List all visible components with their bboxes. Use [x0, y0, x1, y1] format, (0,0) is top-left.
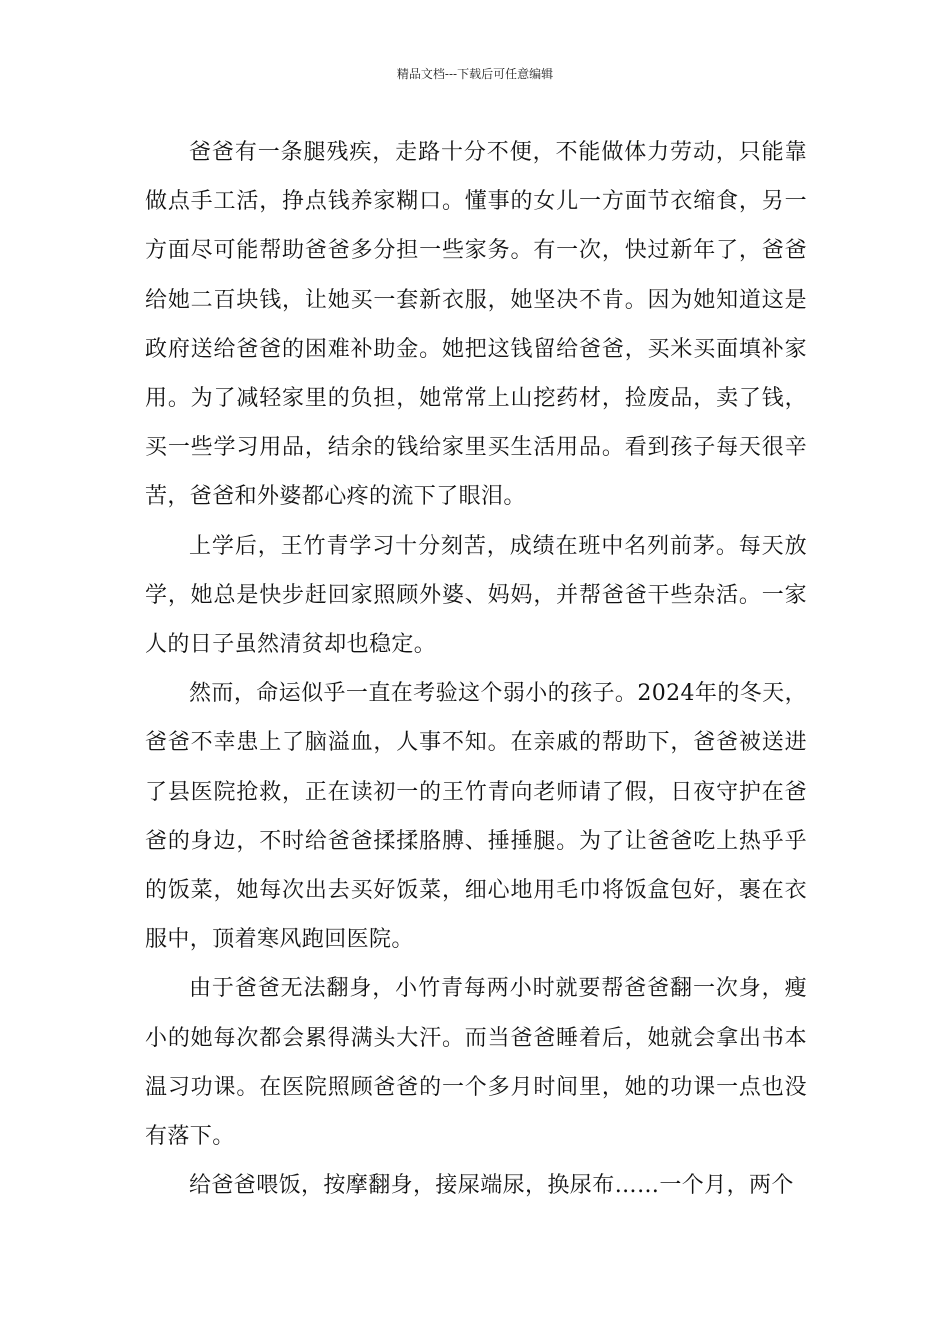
- paragraph: 由于爸爸无法翻身，小竹青每两小时就要帮爸爸翻一次身，瘦小的她每次都会累得满头大汗。而当爸爸睡着后，她就会拿出书本温习功课。在医院照顾爸爸的一个多月时间里，她的功课一点也没有落下。: [145, 976, 807, 1150]
- page-header: 精品文档---下载后可任意编辑: [396, 67, 554, 81]
- paragraph: 给爸爸喂饭，按摩翻身，接屎端尿，换尿布……一个月，两个: [189, 1173, 794, 1199]
- document-body: [145, 128, 807, 1210]
- paragraph: 上学后，王竹青学习十分刻苦，成绩在班中名列前茅。每天放学，她总是快步赶回家照顾外婆、妈妈，并帮爸爸干些杂活。一家人的日子虽然清贫却也稳定。: [145, 533, 807, 658]
- paragraph: 然而，命运似乎一直在考验这个弱小的孩子。2024年的冬天，爸爸不幸患上了脑溢血，人事不知。在亲戚的帮助下，爸爸被送进了县医院抢救，正在读初一的王竹青向老师请了假，日夜守护在爸爸的身边，不时给爸爸揉揉胳膊、捶捶腿。为了让爸爸吃上热乎乎的饭菜，她每次出去买好饭菜，细心地用毛巾将饭盒包好，裹在衣服中，顶着寒风跑回医院。: [145, 681, 807, 953]
- paragraph: 爸爸有一条腿残疾，走路十分不便，不能做体力劳动，只能靠做点手工活，挣点钱养家糊口。懂事的女儿一方面节衣缩食，另一方面尽可能帮助爸爸多分担一些家务。有一次，快过新年了，爸爸给她二百块钱，让她买一套新衣服，她坚决不肯。因为她知道这是政府送给爸爸的困难补助金。她把这钱留给爸爸，买米买面填补家用。为了减轻家里的负担，她常常上山挖药材，捡废品，卖了钱，买一些学习用品，结余的钱给家里买生活用品。看到孩子每天很辛苦，爸爸和外婆都心疼的流下了眼泪。: [145, 140, 807, 510]
